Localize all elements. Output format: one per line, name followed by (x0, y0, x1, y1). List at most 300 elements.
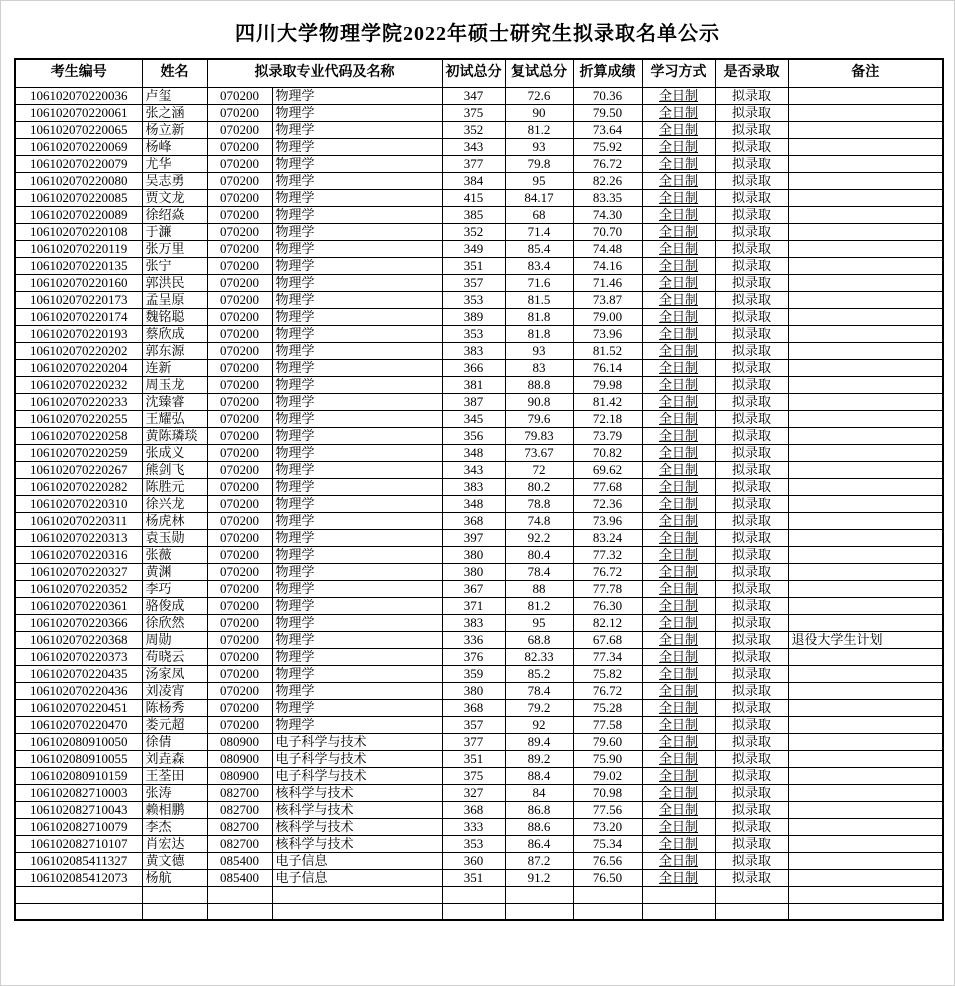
cell-name: 郭洪民 (142, 274, 207, 291)
cell-major-name: 物理学 (272, 597, 442, 614)
cell-major-name: 电子科学与技术 (272, 750, 442, 767)
cell-admitted: 拟录取 (715, 325, 788, 342)
cell-converted-score: 79.60 (573, 733, 642, 750)
cell-remarks (788, 87, 943, 104)
cell-admitted (715, 903, 788, 920)
cell-remarks (788, 274, 943, 291)
cell-major-code: 070200 (207, 138, 272, 155)
cell-retest-score: 83 (505, 359, 573, 376)
cell-major-name: 物理学 (272, 155, 442, 172)
cell-remarks (788, 648, 943, 665)
cell-converted-score: 77.68 (573, 478, 642, 495)
cell-study-mode: 全日制 (642, 852, 715, 869)
cell-retest-score: 72 (505, 461, 573, 478)
cell-remarks (788, 512, 943, 529)
cell-remarks (788, 478, 943, 495)
cell-admitted: 拟录取 (715, 121, 788, 138)
cell-remarks (788, 546, 943, 563)
cell-admitted: 拟录取 (715, 240, 788, 257)
cell-candidate-no: 106102070220451 (15, 699, 142, 716)
cell-study-mode: 全日制 (642, 444, 715, 461)
cell-converted-score: 76.72 (573, 563, 642, 580)
table-row (15, 104, 943, 121)
cell-study-mode: 全日制 (642, 257, 715, 274)
cell-name: 连新 (142, 359, 207, 376)
cell-candidate-no: 106102080910050 (15, 733, 142, 750)
cell-major-code: 070200 (207, 291, 272, 308)
table-row (15, 546, 943, 563)
cell-name: 黄渊 (142, 563, 207, 580)
table-row (15, 359, 943, 376)
cell-major-code: 070200 (207, 512, 272, 529)
cell-retest-score: 79.6 (505, 410, 573, 427)
cell-initial-score: 353 (442, 835, 505, 852)
cell-name: 杨航 (142, 869, 207, 886)
cell-name: 刘凌宵 (142, 682, 207, 699)
cell-retest-score: 93 (505, 138, 573, 155)
cell-converted-score: 67.68 (573, 631, 642, 648)
cell-initial-score: 356 (442, 427, 505, 444)
cell-major-name: 物理学 (272, 87, 442, 104)
cell-study-mode: 全日制 (642, 104, 715, 121)
cell-converted-score: 72.18 (573, 410, 642, 427)
cell-major-code: 070200 (207, 393, 272, 410)
cell-major-code: 070200 (207, 563, 272, 580)
cell-study-mode: 全日制 (642, 478, 715, 495)
cell-study-mode: 全日制 (642, 342, 715, 359)
cell-major-code (207, 903, 272, 920)
table-row (15, 138, 943, 155)
cell-name: 沈臻睿 (142, 393, 207, 410)
cell-study-mode: 全日制 (642, 393, 715, 410)
cell-study-mode: 全日制 (642, 138, 715, 155)
cell-candidate-no: 106102070220327 (15, 563, 142, 580)
cell-retest-score: 95 (505, 614, 573, 631)
cell-major-code: 070200 (207, 631, 272, 648)
cell-major-name: 物理学 (272, 665, 442, 682)
cell-admitted: 拟录取 (715, 189, 788, 206)
table-row (15, 563, 943, 580)
cell-major-name: 物理学 (272, 648, 442, 665)
header-study-mode: 学习方式 (642, 59, 715, 87)
table-row (15, 597, 943, 614)
cell-admitted: 拟录取 (715, 835, 788, 852)
cell-major-code: 070200 (207, 665, 272, 682)
cell-name: 杨立新 (142, 121, 207, 138)
table-row (15, 274, 943, 291)
cell-initial-score: 385 (442, 206, 505, 223)
table-row (15, 631, 943, 648)
cell-candidate-no (15, 903, 142, 920)
cell-admitted: 拟录取 (715, 427, 788, 444)
cell-retest-score: 88.8 (505, 376, 573, 393)
cell-retest-score: 73.67 (505, 444, 573, 461)
cell-major-name: 物理学 (272, 240, 442, 257)
cell-major-code: 070200 (207, 342, 272, 359)
cell-major-code: 070200 (207, 308, 272, 325)
cell-remarks (788, 359, 943, 376)
cell-study-mode: 全日制 (642, 274, 715, 291)
cell-major-code: 070200 (207, 529, 272, 546)
cell-candidate-no: 106102070220108 (15, 223, 142, 240)
cell-major-name: 物理学 (272, 274, 442, 291)
cell-remarks (788, 308, 943, 325)
cell-major-name: 物理学 (272, 393, 442, 410)
table-row (15, 580, 943, 597)
cell-major-name: 物理学 (272, 121, 442, 138)
cell-retest-score: 84 (505, 784, 573, 801)
cell-major-code: 070200 (207, 682, 272, 699)
cell-remarks (788, 767, 943, 784)
cell-initial-score: 383 (442, 342, 505, 359)
cell-name: 王耀弘 (142, 410, 207, 427)
cell-admitted: 拟录取 (715, 699, 788, 716)
cell-major-code: 082700 (207, 801, 272, 818)
cell-initial-score: 415 (442, 189, 505, 206)
cell-major-code: 085400 (207, 852, 272, 869)
cell-retest-score: 83.4 (505, 257, 573, 274)
cell-initial-score: 352 (442, 121, 505, 138)
cell-converted-score (573, 903, 642, 920)
cell-converted-score: 76.50 (573, 869, 642, 886)
cell-converted-score: 79.02 (573, 767, 642, 784)
cell-candidate-no: 106102070220119 (15, 240, 142, 257)
cell-remarks (788, 733, 943, 750)
table-row (15, 155, 943, 172)
cell-major-code: 070200 (207, 257, 272, 274)
cell-retest-score: 95 (505, 172, 573, 189)
cell-initial-score: 380 (442, 563, 505, 580)
cell-converted-score: 76.30 (573, 597, 642, 614)
cell-study-mode: 全日制 (642, 189, 715, 206)
cell-candidate-no: 106102070220233 (15, 393, 142, 410)
table-row (15, 427, 943, 444)
cell-retest-score: 74.8 (505, 512, 573, 529)
cell-candidate-no: 106102070220470 (15, 716, 142, 733)
cell-admitted: 拟录取 (715, 410, 788, 427)
table-row (15, 410, 943, 427)
cell-candidate-no: 106102070220065 (15, 121, 142, 138)
cell-remarks (788, 716, 943, 733)
cell-candidate-no: 106102070220232 (15, 376, 142, 393)
cell-study-mode: 全日制 (642, 665, 715, 682)
cell-candidate-no: 106102070220316 (15, 546, 142, 563)
header-initial-score: 初试总分 (442, 59, 505, 87)
cell-admitted: 拟录取 (715, 665, 788, 682)
cell-remarks (788, 597, 943, 614)
cell-admitted: 拟录取 (715, 376, 788, 393)
cell-major-name: 电子科学与技术 (272, 767, 442, 784)
cell-major-name: 物理学 (272, 138, 442, 155)
cell-major-name: 物理学 (272, 478, 442, 495)
cell-converted-score (573, 886, 642, 903)
cell-initial-score: 381 (442, 376, 505, 393)
cell-initial-score: 383 (442, 478, 505, 495)
cell-study-mode: 全日制 (642, 546, 715, 563)
cell-retest-score: 81.8 (505, 325, 573, 342)
cell-converted-score: 73.64 (573, 121, 642, 138)
cell-name: 肖宏达 (142, 835, 207, 852)
cell-name (142, 903, 207, 920)
cell-converted-score: 73.96 (573, 512, 642, 529)
table-row (15, 189, 943, 206)
cell-name: 杨峰 (142, 138, 207, 155)
cell-initial-score: 351 (442, 257, 505, 274)
cell-major-code: 070200 (207, 325, 272, 342)
cell-initial-score: 347 (442, 87, 505, 104)
cell-retest-score: 91.2 (505, 869, 573, 886)
cell-initial-score: 376 (442, 648, 505, 665)
cell-name: 蔡欣成 (142, 325, 207, 342)
cell-name: 王荃田 (142, 767, 207, 784)
cell-candidate-no: 106102070220204 (15, 359, 142, 376)
cell-study-mode: 全日制 (642, 682, 715, 699)
table-row (15, 342, 943, 359)
cell-initial-score: 343 (442, 138, 505, 155)
cell-admitted: 拟录取 (715, 597, 788, 614)
cell-initial-score: 353 (442, 291, 505, 308)
table-row (15, 87, 943, 104)
table-row (15, 240, 943, 257)
cell-major-name: 物理学 (272, 410, 442, 427)
cell-name: 徐兴龙 (142, 495, 207, 512)
cell-remarks (788, 444, 943, 461)
cell-major-name: 电子信息 (272, 852, 442, 869)
cell-study-mode: 全日制 (642, 597, 715, 614)
cell-remarks (788, 869, 943, 886)
cell-major-code: 070200 (207, 121, 272, 138)
cell-initial-score: 348 (442, 495, 505, 512)
cell-initial-score: 353 (442, 325, 505, 342)
table-row (15, 614, 943, 631)
cell-study-mode: 全日制 (642, 376, 715, 393)
cell-admitted: 拟录取 (715, 223, 788, 240)
cell-remarks (788, 818, 943, 835)
cell-remarks (788, 427, 943, 444)
cell-remarks (788, 852, 943, 869)
cell-remarks (788, 291, 943, 308)
cell-major-code: 080900 (207, 733, 272, 750)
cell-remarks (788, 172, 943, 189)
cell-name: 徐倩 (142, 733, 207, 750)
cell-study-mode: 全日制 (642, 631, 715, 648)
cell-name: 张万里 (142, 240, 207, 257)
cell-major-name: 物理学 (272, 257, 442, 274)
cell-converted-score: 79.00 (573, 308, 642, 325)
cell-admitted: 拟录取 (715, 87, 788, 104)
cell-admitted (715, 886, 788, 903)
cell-initial-score: 366 (442, 359, 505, 376)
cell-candidate-no: 106102070220366 (15, 614, 142, 631)
cell-candidate-no: 106102082710079 (15, 818, 142, 835)
cell-converted-score: 74.48 (573, 240, 642, 257)
cell-retest-score: 89.2 (505, 750, 573, 767)
cell-admitted: 拟录取 (715, 512, 788, 529)
cell-initial-score: 327 (442, 784, 505, 801)
cell-name: 赖相鹏 (142, 801, 207, 818)
cell-admitted: 拟录取 (715, 750, 788, 767)
cell-candidate-no: 106102070220089 (15, 206, 142, 223)
cell-name: 张薇 (142, 546, 207, 563)
cell-candidate-no: 106102080910055 (15, 750, 142, 767)
cell-admitted: 拟录取 (715, 206, 788, 223)
cell-initial-score: 336 (442, 631, 505, 648)
cell-candidate-no: 106102070220061 (15, 104, 142, 121)
cell-major-name: 物理学 (272, 308, 442, 325)
cell-major-name (272, 903, 442, 920)
cell-major-name: 物理学 (272, 563, 442, 580)
cell-retest-score: 88.4 (505, 767, 573, 784)
table-row (15, 648, 943, 665)
cell-admitted: 拟录取 (715, 155, 788, 172)
cell-name: 尤华 (142, 155, 207, 172)
table-row (15, 461, 943, 478)
cell-remarks (788, 699, 943, 716)
cell-initial-score: 333 (442, 818, 505, 835)
cell-candidate-no: 106102070220255 (15, 410, 142, 427)
cell-retest-score: 79.2 (505, 699, 573, 716)
cell-study-mode: 全日制 (642, 580, 715, 597)
cell-converted-score: 71.46 (573, 274, 642, 291)
cell-name: 徐绍焱 (142, 206, 207, 223)
cell-major-name: 物理学 (272, 495, 442, 512)
cell-candidate-no: 106102070220174 (15, 308, 142, 325)
cell-study-mode: 全日制 (642, 121, 715, 138)
cell-admitted: 拟录取 (715, 614, 788, 631)
cell-admitted: 拟录取 (715, 274, 788, 291)
cell-major-name: 物理学 (272, 512, 442, 529)
cell-major-code: 070200 (207, 410, 272, 427)
cell-initial-score: 371 (442, 597, 505, 614)
cell-candidate-no: 106102070220373 (15, 648, 142, 665)
cell-major-name: 物理学 (272, 359, 442, 376)
cell-study-mode: 全日制 (642, 767, 715, 784)
cell-major-name: 物理学 (272, 546, 442, 563)
cell-retest-score: 68 (505, 206, 573, 223)
cell-study-mode: 全日制 (642, 512, 715, 529)
cell-name: 黄文德 (142, 852, 207, 869)
cell-admitted: 拟录取 (715, 801, 788, 818)
table-row (15, 257, 943, 274)
cell-retest-score: 81.2 (505, 597, 573, 614)
cell-study-mode: 全日制 (642, 427, 715, 444)
cell-converted-score: 75.82 (573, 665, 642, 682)
table-row (15, 716, 943, 733)
cell-admitted: 拟录取 (715, 104, 788, 121)
cell-initial-score: 389 (442, 308, 505, 325)
cell-candidate-no: 106102070220202 (15, 342, 142, 359)
cell-retest-score: 84.17 (505, 189, 573, 206)
cell-retest-score: 80.4 (505, 546, 573, 563)
cell-retest-score: 88 (505, 580, 573, 597)
cell-major-code: 082700 (207, 818, 272, 835)
header-candidate-no: 考生编号 (15, 59, 142, 87)
cell-initial-score: 352 (442, 223, 505, 240)
cell-admitted: 拟录取 (715, 716, 788, 733)
cell-candidate-no: 106102082710107 (15, 835, 142, 852)
cell-converted-score: 73.79 (573, 427, 642, 444)
cell-retest-score: 88.6 (505, 818, 573, 835)
cell-name: 张之涵 (142, 104, 207, 121)
cell-retest-score: 79.83 (505, 427, 573, 444)
cell-admitted: 拟录取 (715, 172, 788, 189)
cell-major-code: 070200 (207, 546, 272, 563)
cell-remarks (788, 155, 943, 172)
cell-major-code: 070200 (207, 172, 272, 189)
cell-converted-score: 72.36 (573, 495, 642, 512)
cell-major-name: 物理学 (272, 342, 442, 359)
cell-candidate-no: 106102070220085 (15, 189, 142, 206)
cell-initial-score: 375 (442, 104, 505, 121)
cell-candidate-no: 106102070220135 (15, 257, 142, 274)
table-row (15, 376, 943, 393)
cell-admitted: 拟录取 (715, 359, 788, 376)
table-row (15, 512, 943, 529)
cell-retest-score: 81.8 (505, 308, 573, 325)
cell-study-mode: 全日制 (642, 359, 715, 376)
cell-study-mode: 全日制 (642, 410, 715, 427)
cell-study-mode: 全日制 (642, 801, 715, 818)
cell-remarks (788, 325, 943, 342)
cell-retest-score: 90.8 (505, 393, 573, 410)
cell-major-code: 070200 (207, 206, 272, 223)
cell-retest-score: 78.8 (505, 495, 573, 512)
table-row (15, 529, 943, 546)
cell-converted-score: 73.87 (573, 291, 642, 308)
cell-converted-score: 76.56 (573, 852, 642, 869)
page-title: 四川大学物理学院2022年硕士研究生拟录取名单公示 (235, 23, 720, 45)
cell-remarks (788, 376, 943, 393)
cell-major-code: 070200 (207, 359, 272, 376)
cell-admitted: 拟录取 (715, 342, 788, 359)
cell-remarks (788, 886, 943, 903)
cell-admitted: 拟录取 (715, 529, 788, 546)
cell-candidate-no: 106102070220311 (15, 512, 142, 529)
cell-remarks (788, 665, 943, 682)
cell-converted-score: 73.96 (573, 325, 642, 342)
admission-table (14, 58, 944, 921)
cell-name: 于濂 (142, 223, 207, 240)
cell-candidate-no: 106102080910159 (15, 767, 142, 784)
cell-major-name: 物理学 (272, 631, 442, 648)
cell-initial-score: 357 (442, 274, 505, 291)
cell-converted-score: 75.28 (573, 699, 642, 716)
cell-candidate-no: 106102070220173 (15, 291, 142, 308)
cell-converted-score: 70.98 (573, 784, 642, 801)
cell-major-code: 085400 (207, 869, 272, 886)
cell-candidate-no: 106102070220193 (15, 325, 142, 342)
cell-name: 袁玉勋 (142, 529, 207, 546)
cell-initial-score: 359 (442, 665, 505, 682)
cell-name: 魏铭聪 (142, 308, 207, 325)
cell-major-code: 070200 (207, 495, 272, 512)
cell-admitted: 拟录取 (715, 818, 788, 835)
cell-major-code: 070200 (207, 699, 272, 716)
cell-admitted: 拟录取 (715, 869, 788, 886)
cell-initial-score: 368 (442, 512, 505, 529)
cell-converted-score: 70.36 (573, 87, 642, 104)
cell-converted-score: 74.30 (573, 206, 642, 223)
cell-remarks: 退役大学生计划 (788, 631, 943, 648)
cell-remarks (788, 835, 943, 852)
cell-study-mode: 全日制 (642, 325, 715, 342)
cell-retest-score: 92.2 (505, 529, 573, 546)
cell-name: 娄元超 (142, 716, 207, 733)
cell-converted-score: 70.70 (573, 223, 642, 240)
cell-initial-score: 343 (442, 461, 505, 478)
cell-remarks (788, 393, 943, 410)
cell-remarks (788, 801, 943, 818)
